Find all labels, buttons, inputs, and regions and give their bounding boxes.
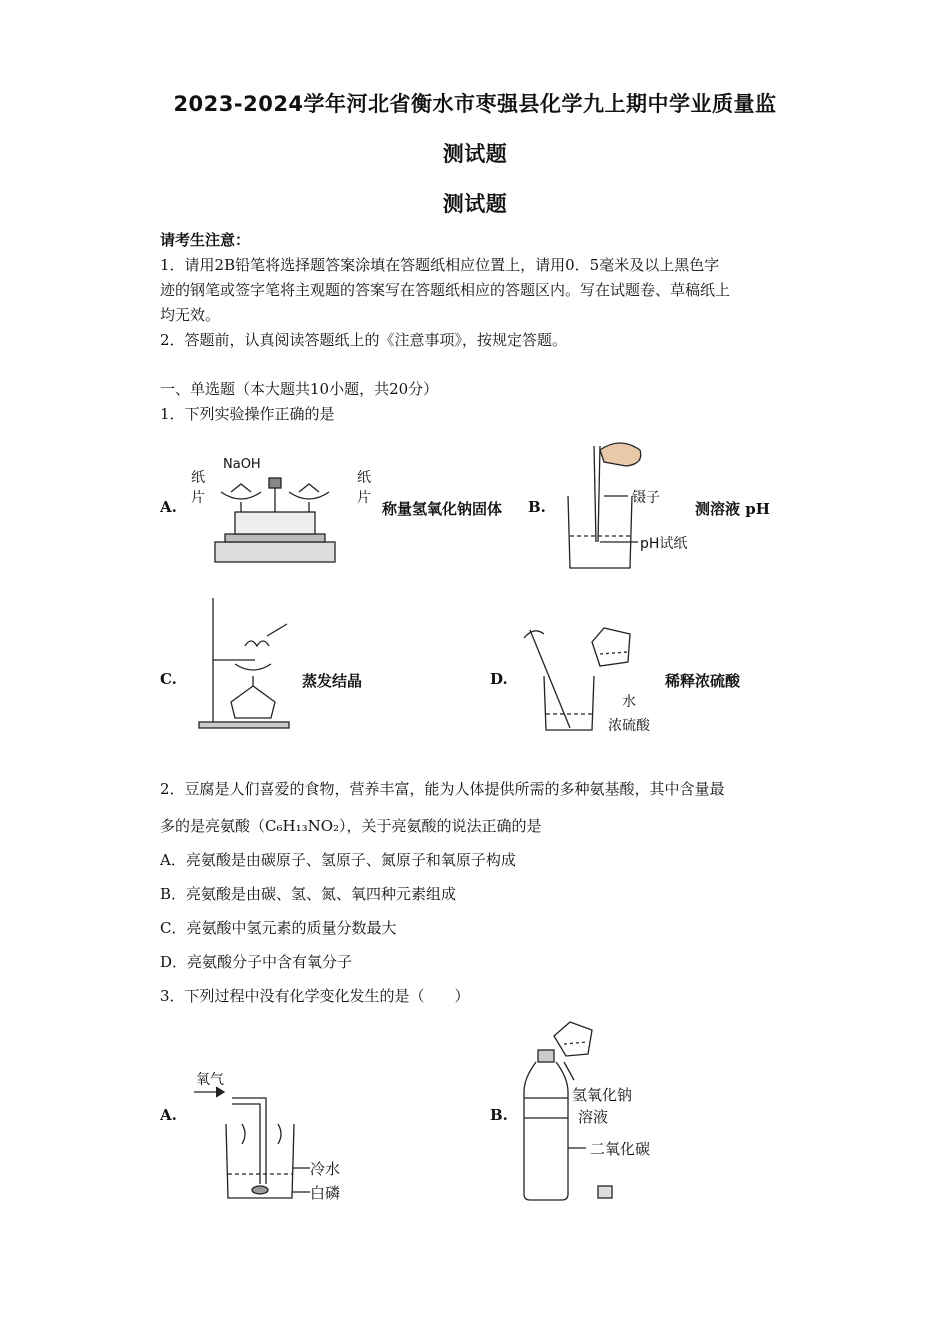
balance-diagram xyxy=(185,452,371,570)
white-phosphorus-diagram xyxy=(192,1064,362,1206)
oxygen-label: 氧气 xyxy=(196,1072,224,1088)
q1-option-c-letter[interactable]: C. xyxy=(160,670,177,688)
q1-option-a-text: 称量氢氧化钠固体 xyxy=(382,500,503,518)
naoh-solution-label-2: 溶液 xyxy=(578,1108,609,1126)
q2-stem-cont: 多的是亮氨酸（C₆H₁₃NO₂），关于亮氨酸的说法正确的是 xyxy=(160,817,542,835)
q1-option-d-text: 稀释浓硫酸 xyxy=(665,672,741,690)
paper-label-left-1: 纸 xyxy=(191,470,205,486)
conc-acid-label: 浓硫酸 xyxy=(608,718,650,734)
q3-stem: 3．下列过程中没有化学变化发生的是（ ） xyxy=(160,987,470,1005)
naoh-label: NaOH xyxy=(223,457,261,472)
q3-option-b-letter[interactable]: B. xyxy=(490,1106,508,1124)
white-phosphorus-label: 白磷 xyxy=(310,1184,341,1202)
notice-item-1-end: 均无效。 xyxy=(160,306,221,324)
notice-item-1-cont: 迹的钢笔或签字笔将主观题的答案写在答题纸相应的答题区内。写在试题卷、草稿纸上 xyxy=(160,281,731,299)
q2-option-d[interactable]: D．亮氨酸分子中含有氧分子 xyxy=(160,953,353,971)
q3-option-a-letter[interactable]: A. xyxy=(160,1106,177,1124)
q1-option-b-text: 测溶液 pH xyxy=(695,500,770,518)
paper-label-left-2: 片 xyxy=(191,490,205,506)
dilution-diagram xyxy=(520,620,670,736)
co2-label: 二氧化碳 xyxy=(590,1140,651,1158)
q1-option-a-letter[interactable]: A. xyxy=(160,498,177,516)
ph-paper-label: pH试纸 xyxy=(640,536,688,552)
q2-option-c[interactable]: C．亮氨酸中氢元素的质量分数最大 xyxy=(160,919,397,937)
notice-item-1: 1．请用2B铅笔将选择题答案涂填在答题纸相应位置上，请用0．5毫米及以上黑色字 xyxy=(160,256,720,274)
water-label: 水 xyxy=(622,694,636,710)
evaporation-diagram xyxy=(195,596,295,730)
q1-option-c-text: 蒸发结晶 xyxy=(302,672,363,690)
q2-option-a[interactable]: A．亮氨酸是由碳原子、氢原子、氮原子和氧原子构成 xyxy=(160,851,516,869)
q1-stem: 1．下列实验操作正确的是 xyxy=(160,405,335,423)
page-title-line2: 测试题 xyxy=(442,142,508,166)
naoh-solution-label-1: 氢氧化钠 xyxy=(572,1086,633,1104)
notice-heading: 请考生注意： xyxy=(160,231,251,249)
notice-item-2: 2．答题前，认真阅读答题纸上的《注意事项》，按规定答题。 xyxy=(160,331,568,349)
q2-option-b[interactable]: B．亮氨酸是由碳、氢、氮、氧四种元素组成 xyxy=(160,885,457,903)
q2-stem: 2．豆腐是人们喜爱的食物，营养丰富，能为人体提供所需的多种氨基酸，其中含量最 xyxy=(160,780,725,798)
section-heading: 一、单选题（本大题共10小题，共20分） xyxy=(160,380,439,398)
q1-option-d-letter[interactable]: D. xyxy=(490,670,508,688)
q1-option-b-letter[interactable]: B. xyxy=(528,498,546,516)
page-subtitle: 测试题 xyxy=(442,192,508,216)
paper-label-right-1: 纸 xyxy=(357,470,371,486)
tweezers-label: 镊子 xyxy=(632,490,660,506)
paper-label-right-2: 片 xyxy=(357,490,371,506)
co2-bottle-diagram xyxy=(518,1018,698,1208)
cold-water-label: 冷水 xyxy=(310,1160,341,1178)
page-title: 2023-2024学年河北省衡水市枣强县化学九上期中学业质量监 xyxy=(173,92,777,116)
